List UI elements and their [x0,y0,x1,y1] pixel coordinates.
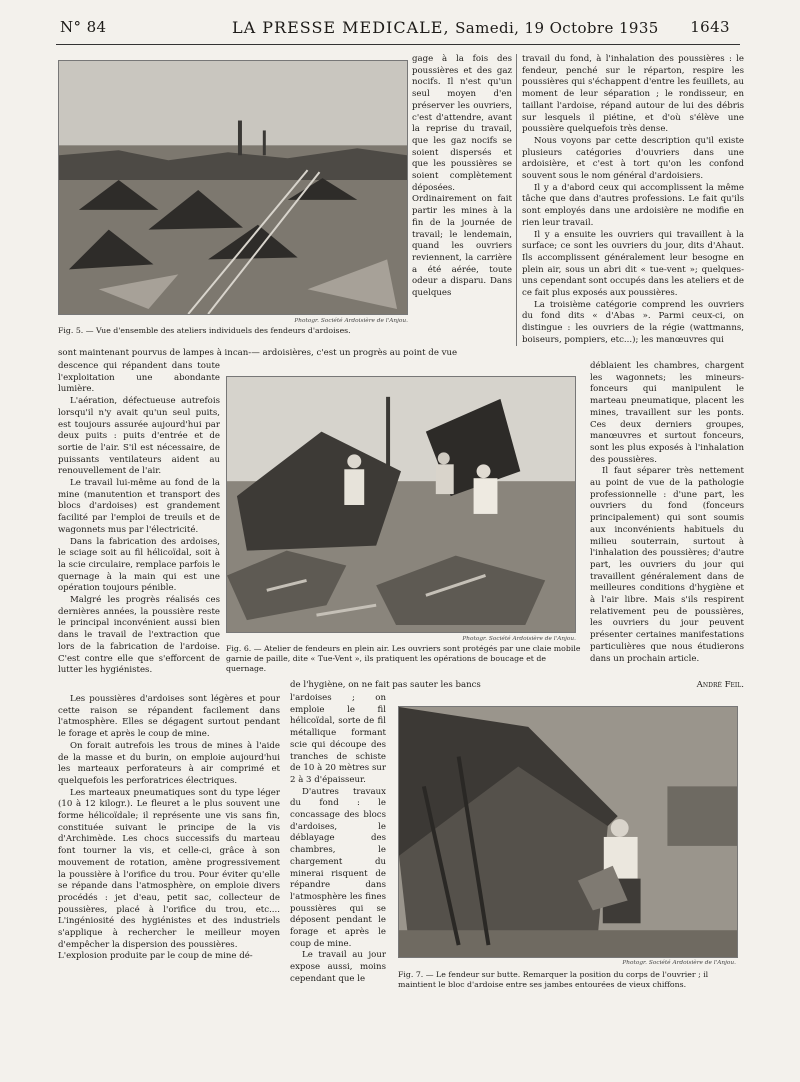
header-rule [56,44,740,45]
paragraph: Dans la fabrication des ardoises, le sciage soit au fil hélicoïdal, soit à la scie circulaire, remplace parfois le quernage à la main qui est une opération toujours pénible. [58,536,220,594]
figure-5-photo [58,60,408,315]
paragraph: Il faut séparer très nettement au point de vue de la pathologie professionnelle : d'une part, les ouvriers du fond (fonceurs principalement) qui sont soumis aux inconvénients habituels du milieu souterrain, surtout à l'inhalation des poussières; d'autre part, les ouvriers du jour qui travaillent généralement dans de meilleures conditions d'hygiène et à l'air libre. Mais s'ils respirent relativement peu de poussières, les ouvriers du jour peuvent présenter certaines manifestations particulières que nous étudierons dans un prochain article. [590,466,744,664]
column-1-upper [412,54,512,346]
issue-date: Samedi, 19 Octobre 1935 [455,18,659,37]
paragraph: On forait autrefois les trous de mines à l'aide de la masse et du burin, on emploie aujourd'hui les marteaux perforateurs à air comprimé et quelquefois les perforatrices électriques. [58,740,280,786]
author-signature: André Feil. [696,680,744,690]
paragraph: La troisième catégorie comprend les ouvriers du fond dits « d'Abas ». Parmi ceux-ci, on distingue : les ouvriers de la régie (wattmanns, boiseurs, pompiers, etc...); les manœuvres qui [522,299,744,345]
open-air-workshop-illustration [227,377,575,632]
paragraph: Malgré les progrès réalisés ces dernières années, la poussière reste le principal inconvénient aussi bien dans le travail de l'extraction que lors de la fabrication de l'ardoise. C'est contre elle que s'efforcent de lutter les hygiénistes. [58,595,220,676]
issue-number: N° 84 [60,18,107,36]
figure-6-credit: Photogr. Société Ardoisière de l'Anjou. [462,636,576,642]
paragraph: travail du fond, à l'inhalation des poussières : le fendeur, penché sur le réparton, respire les poussières qui s'échappent d'entre les feuillets, au moment de leur séparation ; le rondisseur, en taillant l'ardoise, répand autour de lui des débris sur lesquels il piétine, et d'où s'élève une poussière quelquefois très dense. [522,54,744,135]
journal-name: LA PRESSE MEDICALE, [232,17,450,37]
page-header [60,12,730,42]
paragraph: déblaient les chambres, chargent les wagonnets; les mineurs-fonceurs qui manipulent le marteau pneumatique, placent les mines, travaillent sur les ponts. Ces deux derniers groupes, manœuvres et surtout fonceurs, sont les plus exposés à l'inhalation des poussières. [590,361,744,465]
middle-column [290,693,386,993]
left-column-lower [58,694,280,994]
paragraph: Le travail lui-même au fond de la mine (manutention et transport des blocs d'ardoises) est grandement facilité par l'emploi de treuils et de wagonnets mus par l'électricité. [58,478,220,535]
figure-7-caption: Fig. 7. — Le fendeur sur butte. Remarquer la position du corps de l'ouvrier ; il maintient le bloc d'ardoise entre ses jambes entourées de vieux chiffons. [398,970,709,989]
spanning-line-1: sont maintenant pourvus de lampes à incan-— ardoisières, c'est un progrès au point de vue [58,348,458,358]
paragraph: D'autres travaux du fond : le concassage des blocs d'ardoises, le déblayage des chambres, le chargement du minerai risquent de répandre dans l'atmosphère les fines poussières qui se déposent pendant le forage et après le coup de mine. [290,786,386,949]
figure-6-photo [226,376,576,633]
page-number: 1643 [690,18,730,36]
spanning-line-2: de l'hygiène, on ne fait pas sauter les bancs [290,680,481,690]
paragraph: l'ardoises ; on emploie le fil hélicoïdal, sorte de fil métallique formant scie qui découpe des tranches de schiste de 10 à 20 mètres sur 2 à 3 d'épaisseur. [290,693,386,785]
column-2-upper [522,54,744,348]
figure-5-credit: Photogr. Société Ardoisière de l'Anjou. [294,318,408,324]
paragraph: descence qui répandent dans toute l'exploitation une abondante lumière. [58,361,220,395]
journal-title [232,18,659,37]
paragraph: gage à la fois des poussières et des gaz nocifs. Il n'est qu'un seul moyen d'en préserver les ouvriers, c'est d'attendre, avant la reprise du travail, que les gaz nocifs se soient dispersés et que les poussières se soient complètement déposées. Ordinairement on fait partir les mines à la fin de la journée de travail; le lendemain, quand les ouvriers reviennent, la carrière a été aérée, toute odeur a disparu. Dans quelques [412,54,512,299]
paragraph: Nous voyons par cette description qu'il existe plusieurs catégories d'ouvriers dans une ardoisière, et c'est à tort qu'on les confond souvent sous le nom général d'ardoisiers. [522,135,744,182]
paragraph: Il y a ensuite les ouvriers qui travaillent à la surface; ce sont les ouvriers du jour, dits d'Ahaut. Ils accomplissent généralement leur besogne en plein air, sous un abri dit « tue-vent »; quelques-uns cependant sont occupés dans les ateliers et de ce fait plus exposés aux poussières. [522,229,744,299]
paragraph: L'aération, défectueuse autrefois lorsqu'il n'y avait qu'un seul puits, est toujours assurée aujourd'hui par deux puits : puits d'entrée et de sortie de l'air. S'il est nécessaire, de puissants ventilateurs aident au renouvellement de l'air. [58,396,220,477]
figure-7-credit: Photogr. Société Ardoisière de l'Anjou. [622,960,736,966]
figure-6-caption: Fig. 6. — Atelier de fendeurs en plein air. Les ouvriers sont protégés par une claie mobile garnie de paille, dite « Tue-Vent », ils pratiquent les opérations de boucage et de quernage. [226,644,581,673]
paragraph: Il y a d'abord ceux qui accomplissent la même tâche que dans d'autres professions. Le fait qu'ils sont employés dans une ardoisière ne modifie en rien leur travail. [522,182,744,228]
right-column [590,361,744,677]
paragraph: Le travail au jour expose aussi, moins cependant que le [290,950,386,984]
figure-7-photo [398,706,738,958]
column-rule [516,54,517,346]
slate-splitter-illustration [399,707,737,957]
paragraph: L'explosion produite par le coup de mine dé- [58,951,253,962]
figure-5-caption: Fig. 5. — Vue d'ensemble des ateliers individuels des fendeurs d'ardoises. [58,326,351,335]
paragraph: Les poussières d'ardoises sont légères et pour cette raison se répandent facilement dans l'atmosphère. Elles se dégagent surtout pendant le forage et après le coup de mine. [58,694,280,740]
slate-yard-illustration [59,61,407,314]
paragraph: Les marteaux pneumatiques sont du type léger (10 à 12 kilogr.). Le fleuret a le plus souvent une forme hélicoïdale; il représente une vis sans fin, constituée suivant le principe de la vis d'Archimède. Les chocs successifs du marteau font tourner la vis, et celle-ci, grâce à son mouvement de rotation, amène progressivement la poussière à l'orifice du trou. Pour éviter qu'elle se répande dans l'atmosphère, on emploie divers procédés : jet d'eau, petit sac, collecteur de poussières, placé à l'orifice du trou, etc.... L'ingéniosité des hygiénistes et des industriels s'applique à rechercher le meilleur moyen d'empêcher la dispersion des poussières. [58,787,280,950]
left-column-upper [58,361,220,683]
